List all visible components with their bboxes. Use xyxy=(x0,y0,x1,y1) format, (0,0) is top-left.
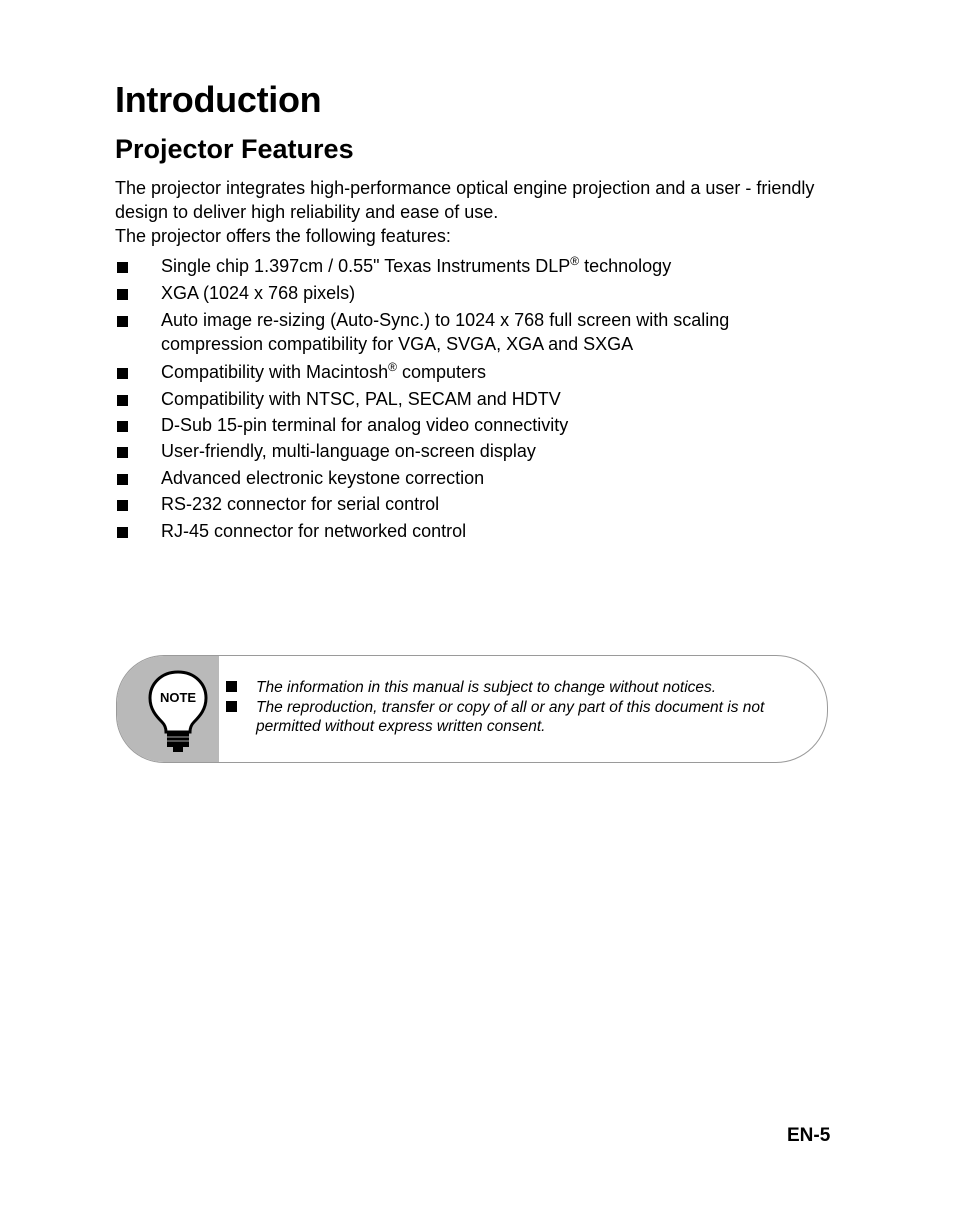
note-callout xyxy=(116,655,828,763)
intro-text xyxy=(115,176,845,248)
note-list xyxy=(225,678,785,737)
square-bullet-icon xyxy=(117,421,128,432)
square-bullet-icon xyxy=(117,316,128,327)
feature-item xyxy=(115,360,845,384)
feature-item xyxy=(115,519,845,543)
feature-text-after: computers xyxy=(396,362,486,382)
feature-text: RJ-45 connector for networked control xyxy=(161,521,467,541)
note-item xyxy=(225,698,785,736)
note-icon-label: NOTE xyxy=(159,690,197,705)
page-title: Introduction xyxy=(115,79,322,120)
feature-text: Compatibility with NTSC, PAL, SECAM and HDTV xyxy=(161,389,561,409)
feature-list xyxy=(115,254,845,543)
square-bullet-icon xyxy=(117,474,128,485)
feature-text: Auto image re-sizing (Auto-Sync.) to 1024 x 768 full screen with scaling compression compatibility for VGA, SVGA, XGA and SXGA xyxy=(161,310,730,354)
intro-paragraph: The projector integrates high-performance optical engine projection and a user - friendly design to deliver high reliability and ease of use. xyxy=(115,178,815,222)
intro-lead-in: The projector offers the following features: xyxy=(115,226,451,246)
feature-text: Compatibility with Macintosh xyxy=(161,362,389,382)
square-bullet-icon xyxy=(117,395,128,406)
note-text: The information in this manual is subject to change without notices. xyxy=(256,679,717,696)
lightbulb-note-icon xyxy=(147,668,209,754)
page-number: EN-5 xyxy=(787,1125,831,1146)
square-bullet-icon xyxy=(226,701,237,712)
feature-text: RS-232 connector for serial control xyxy=(161,494,440,514)
feature-text: Advanced electronic keystone correction xyxy=(161,468,485,488)
square-bullet-icon xyxy=(117,527,128,538)
note-sidebar xyxy=(117,656,219,762)
feature-text-after: technology xyxy=(579,256,672,276)
feature-item xyxy=(115,492,845,516)
registered-mark: ® xyxy=(388,360,397,374)
feature-item xyxy=(115,439,845,463)
square-bullet-icon xyxy=(117,447,128,458)
note-text: The reproduction, transfer or copy of all or any part of this document is not permitted without express written consent. xyxy=(256,699,765,735)
feature-text: Single chip 1.397cm / 0.55" Texas Instruments DLP xyxy=(161,256,571,276)
square-bullet-icon xyxy=(117,289,128,300)
note-item xyxy=(225,678,785,697)
square-bullet-icon xyxy=(117,368,128,379)
feature-item xyxy=(115,281,845,305)
feature-text: XGA (1024 x 768 pixels) xyxy=(161,283,356,303)
feature-text: User-friendly, multi-language on-screen display xyxy=(161,441,536,461)
section-title: Projector Features xyxy=(115,134,354,164)
square-bullet-icon xyxy=(226,681,237,692)
square-bullet-icon xyxy=(117,262,128,273)
feature-item xyxy=(115,254,845,278)
feature-text: D-Sub 15-pin terminal for analog video connectivity xyxy=(161,415,569,435)
feature-item xyxy=(115,308,845,356)
square-bullet-icon xyxy=(117,500,128,511)
feature-item xyxy=(115,387,845,411)
feature-item xyxy=(115,413,845,437)
feature-item xyxy=(115,466,845,490)
registered-mark: ® xyxy=(570,254,580,268)
